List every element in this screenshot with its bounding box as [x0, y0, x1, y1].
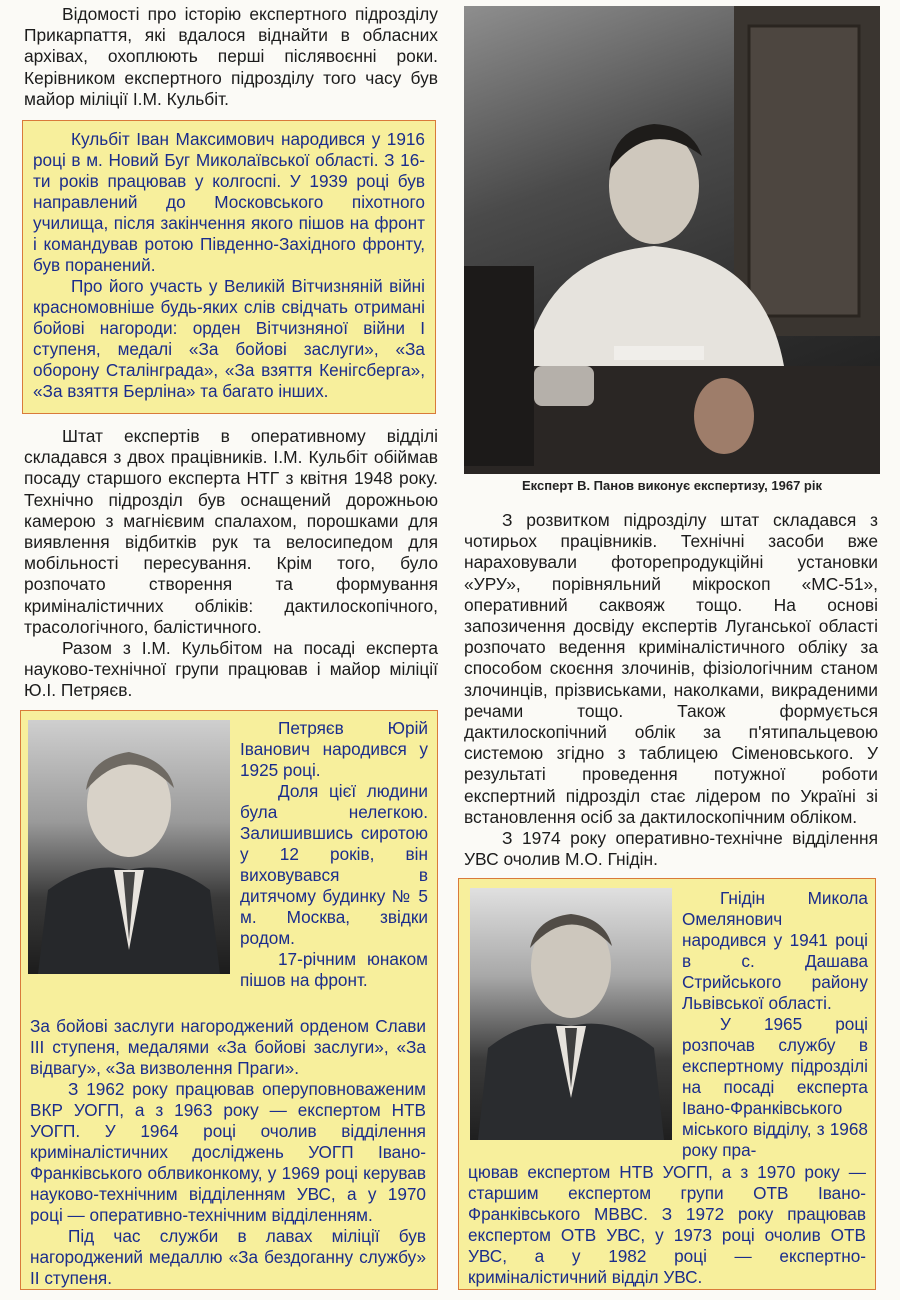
- desk-scene-icon: [464, 6, 880, 474]
- petryaev-full-p1: За бойові заслуги нагороджений орденом Слави ІІІ ступеня, медалями «За бойові заслуги», «За відвагу», «За визволення Праги».: [30, 1016, 426, 1078]
- kulbit-bio-box: [22, 120, 436, 414]
- gnidin-full-p1: цював експертом НТВ УОГП, а з 1970 року — старшим експертом групи ОТВ Івано-Франківського МВВС. З 1972 року працював експертом ОТВ УВС, у 1973 році очолив ОТВ УВС, а у 1982 році — експертно-криміналістичний відділ УВС.: [468, 1162, 866, 1287]
- development-p1: З розвитком підрозділу штат складався з чотирьох працівників. Технічні засоби вже нараховували фоторепродукційні установки «УРУ», порівняльний мікроскоп «МС-51», оперативний саквояж тощо. На основі запозичення досвіду експертів Луганської області розпочато ведення криміналістичного обліку за способом скоєння злочинів, фізіологічним станом злочинців, прізвиськами, наколками, викраденими речами тощо. Також формується дактилоскопічний облік за п'ятипальцевою системою згідно з таблицею Сіменовського. У результаті проведення потужної роботи експертний підрозділ стає лідером по Україні зі встановлення осіб за дактилоскопічним обліком.: [464, 510, 878, 827]
- petryaev-full-p3: Під час служби в лавах міліції був нагороджений медаллю «За бездоганну службу» ІІ ступеня.: [30, 1226, 426, 1288]
- portrait-silhouette-icon: [28, 720, 230, 974]
- kulbit-bio-p1: Кульбіт Іван Максимович народився у 1916 році в м. Новий Буг Миколаївської області. З 16-ти років працював у колгоспі. У 1939 році був направлений до Московського піхотного училища, після закінчення якого пішов на фронт і командував ротою Південно-Західного фронту, був поранений.: [33, 129, 425, 275]
- petryaev-side-text: [240, 718, 428, 991]
- petryaev-side-p3: 17-річним юнаком пішов на фронт.: [240, 949, 428, 990]
- petryaev-full-text: [30, 1016, 426, 1289]
- staff-section: [24, 426, 438, 702]
- staff-p2: Разом з І.М. Кульбітом на посаді експерта науково-технічної групи працював і майор міліції Ю.І. Петряєв.: [24, 638, 438, 701]
- intro-paragraph: [24, 4, 438, 110]
- photo-caption: Експерт В. Панов виконує експертизу, 1967 рік: [522, 478, 822, 493]
- expert-panov-photo: [464, 6, 880, 474]
- petryaev-portrait-photo: [28, 720, 230, 974]
- gnidin-side-p2: У 1965 році розпочав службу в експертному підрозділі на посаді експерта Івано-Франківського міського відділу, з 1968 року пра-: [682, 1014, 868, 1160]
- gnidin-side-p1: Гнідін Микола Омелянович народився у 1941 році в с. Дашава Стрийського району Львівської області.: [682, 888, 868, 1013]
- portrait-silhouette-icon: [470, 888, 672, 1140]
- petryaev-side-p1: Петряєв Юрій Іванович народився у 1925 році.: [240, 718, 428, 780]
- petryaev-full-p2: З 1962 року працював оперуповноваженим ВКР УОГП, а з 1963 року — експертом НТВ УОГП. У 1964 році очолив відділення криміналістичних досліджень УОГП Івано-Франківського облвиконкому, у 1969 році керував науково-технічним відділенням УВС, а у 1970 році — оперативно-технічним відділенням.: [30, 1079, 426, 1225]
- development-p2: З 1974 року оперативно-технічне відділення УВС очолив М.О. Гнідін.: [464, 828, 878, 870]
- gnidin-full-text: [468, 1162, 866, 1288]
- kulbit-bio-p2: Про його участь у Великій Вітчизняній війні красномовніше будь-яких слів свідчать отримані бойові нагороди: орден Вітчизняної війни І ступеня, медалі «За бойові заслуги», «За оборону Сталінграда», «За взяття Кенігсберга», «За взяття Берліна» та багато інших.: [33, 276, 425, 401]
- petryaev-side-p2: Доля цієї людини була нелегкою. Залишившись сиротою у 12 років, він виховувався в дитячому будинку № 5 м. Москва, звідки родом.: [240, 781, 428, 948]
- staff-p1: Штат експертів в оперативному відділі складався з двох працівників. І.М. Кульбіт обіймав посаду старшого експерта НТГ з квітня 1948 року. Технічно підрозділ був оснащений дорожньою камерою з магнієвим спалахом, порошками для виявлення відбитків рук та велосипедом для мобільності пересування. Крім того, було розпочато створення та формування криміналістичних обліків: дактилоскопічного, трасологічного, балістичного.: [24, 426, 438, 637]
- development-section: [464, 510, 878, 870]
- gnidin-portrait-photo: [470, 888, 672, 1140]
- intro-text: Відомості про історію експертного підрозділу Прикарпаття, які вдалося віднайти в обласних архівах, охоплюють перші післявоєнні роки. Керівником експертного підрозділу того часу був майор міліції І.М. Кульбіт.: [24, 4, 438, 109]
- gnidin-side-text: [682, 888, 868, 1161]
